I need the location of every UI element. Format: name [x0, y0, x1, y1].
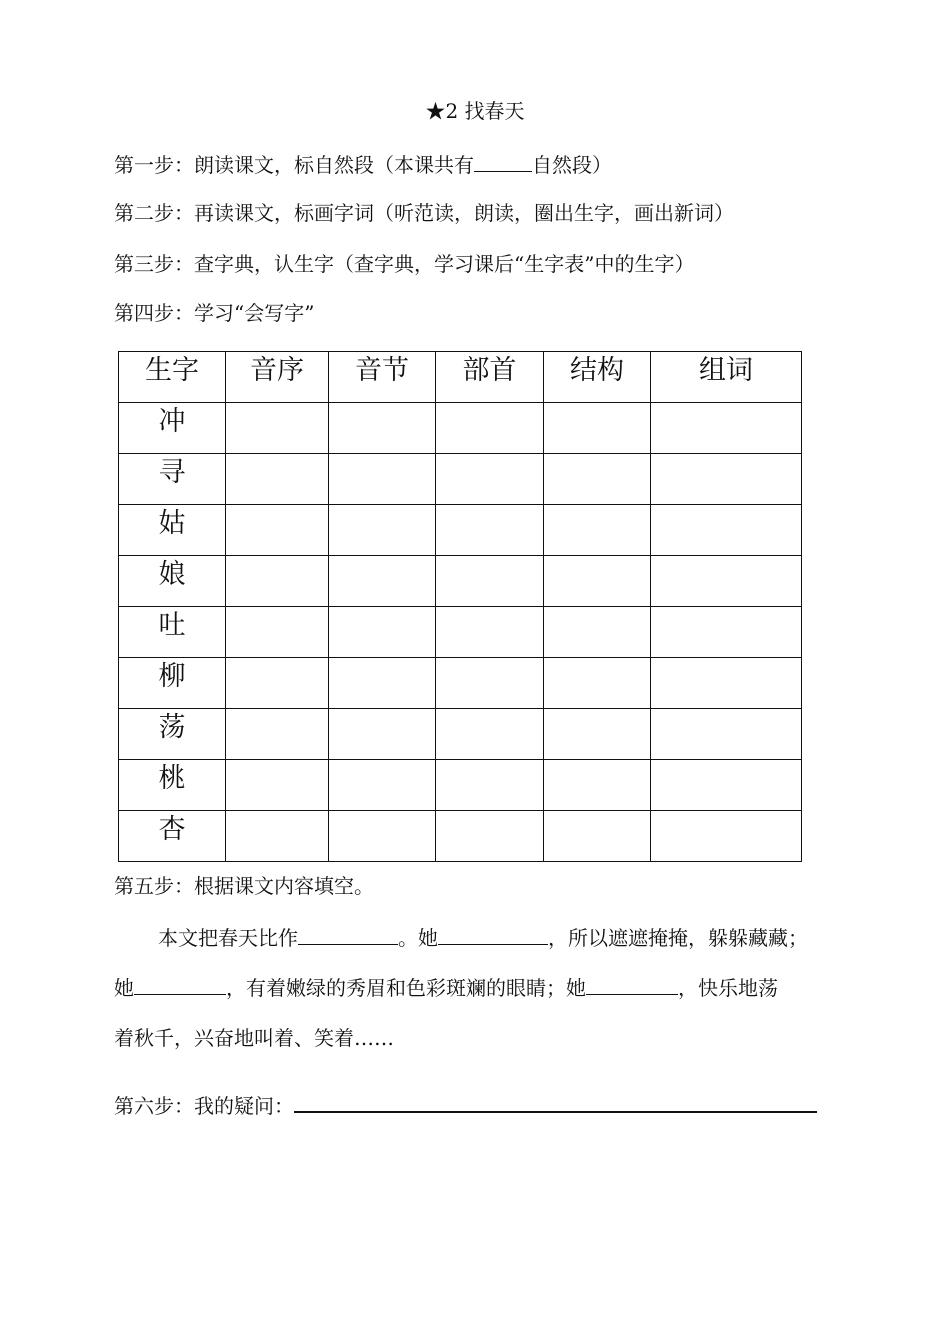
character-cell: 桃 — [119, 760, 226, 811]
fill-paragraph-line-2 — [114, 972, 778, 1002]
answer-cell[interactable] — [436, 505, 544, 556]
answer-cell[interactable] — [226, 454, 329, 505]
answer-cell[interactable] — [436, 760, 544, 811]
answer-cell[interactable] — [226, 760, 329, 811]
answer-cell[interactable] — [226, 811, 329, 862]
answer-cell[interactable] — [226, 658, 329, 709]
answer-cell[interactable] — [226, 607, 329, 658]
step-4: 第四步：学习“会写字” — [114, 301, 315, 325]
fill-text: 她 — [114, 976, 134, 1000]
table-row — [119, 556, 802, 607]
character-cell: 吐 — [119, 607, 226, 658]
fill-blank[interactable] — [134, 972, 226, 995]
answer-cell[interactable] — [329, 403, 436, 454]
answer-cell[interactable] — [436, 811, 544, 862]
vocabulary-table — [118, 351, 802, 862]
table-row — [119, 709, 802, 760]
fill-paragraph-line-1 — [158, 922, 808, 952]
step-3: 第三步：查字典，认生字（查字典，学习课后“生字表”中的生字） — [114, 252, 695, 276]
header-cell: 部首 — [436, 352, 544, 403]
step-1-suffix: 自然段） — [532, 153, 612, 177]
answer-cell[interactable] — [544, 607, 651, 658]
table-row — [119, 760, 802, 811]
answer-cell[interactable] — [329, 709, 436, 760]
page-title: ★2 找春天 — [425, 99, 525, 123]
answer-cell[interactable] — [651, 760, 802, 811]
character-cell: 姑 — [119, 505, 226, 556]
step-2: 第二步：再读课文，标画字词（听范读，朗读，圈出生字，画出新词） — [114, 201, 734, 225]
answer-cell[interactable] — [329, 658, 436, 709]
answer-cell[interactable] — [329, 505, 436, 556]
answer-cell[interactable] — [544, 709, 651, 760]
answer-cell[interactable] — [651, 811, 802, 862]
table-row — [119, 505, 802, 556]
answer-cell[interactable] — [329, 811, 436, 862]
fill-blank[interactable] — [586, 972, 678, 995]
character-cell: 寻 — [119, 454, 226, 505]
answer-cell[interactable] — [544, 403, 651, 454]
character-cell: 柳 — [119, 658, 226, 709]
answer-cell[interactable] — [436, 403, 544, 454]
answer-cell[interactable] — [329, 760, 436, 811]
header-cell: 音节 — [329, 352, 436, 403]
answer-cell[interactable] — [651, 556, 802, 607]
answer-cell[interactable] — [329, 454, 436, 505]
answer-cell[interactable] — [651, 505, 802, 556]
paragraph-count-blank[interactable] — [474, 149, 532, 172]
table-row — [119, 658, 802, 709]
answer-cell[interactable] — [651, 454, 802, 505]
header-cell: 音序 — [226, 352, 329, 403]
answer-cell[interactable] — [544, 556, 651, 607]
table-row — [119, 607, 802, 658]
answer-cell[interactable] — [651, 403, 802, 454]
fill-blank[interactable] — [438, 922, 548, 945]
answer-cell[interactable] — [226, 403, 329, 454]
answer-cell[interactable] — [436, 709, 544, 760]
step-1-text: 第一步：朗读课文，标自然段（本课共有 — [114, 153, 474, 177]
answer-cell[interactable] — [226, 709, 329, 760]
answer-cell[interactable] — [651, 658, 802, 709]
answer-cell[interactable] — [226, 556, 329, 607]
answer-cell[interactable] — [544, 454, 651, 505]
fill-paragraph-line-3: 着秋千，兴奋地叫着、笑着…… — [114, 1026, 394, 1050]
character-cell: 冲 — [119, 403, 226, 454]
answer-cell[interactable] — [651, 607, 802, 658]
step-6 — [114, 1087, 817, 1120]
fill-text: ，有着嫩绿的秀眉和色彩斑斓的眼睛；她 — [226, 976, 586, 1000]
answer-cell[interactable] — [651, 709, 802, 760]
fill-text: 本文把春天比作 — [158, 926, 298, 950]
answer-cell[interactable] — [329, 607, 436, 658]
fill-text: 。她 — [398, 926, 438, 950]
fill-blank[interactable] — [298, 922, 398, 945]
step-5: 第五步：根据课文内容填空。 — [114, 874, 374, 898]
fill-text: ，快乐地荡 — [678, 976, 778, 1000]
character-cell: 杏 — [119, 811, 226, 862]
answer-cell[interactable] — [226, 505, 329, 556]
answer-cell[interactable] — [544, 505, 651, 556]
answer-cell[interactable] — [544, 760, 651, 811]
table-row — [119, 403, 802, 454]
answer-cell[interactable] — [436, 658, 544, 709]
step-6-text: 第六步：我的疑问： — [114, 1094, 294, 1118]
step-1 — [114, 149, 612, 179]
character-cell: 荡 — [119, 709, 226, 760]
header-cell: 生字 — [119, 352, 226, 403]
answer-cell[interactable] — [436, 556, 544, 607]
table-row — [119, 811, 802, 862]
header-cell: 结构 — [544, 352, 651, 403]
fill-text: ，所以遮遮掩掩，躲躲藏藏； — [548, 926, 808, 950]
answer-cell[interactable] — [544, 658, 651, 709]
answer-cell[interactable] — [436, 454, 544, 505]
character-cell: 娘 — [119, 556, 226, 607]
answer-cell[interactable] — [436, 607, 544, 658]
answer-cell[interactable] — [329, 556, 436, 607]
question-answer-line[interactable] — [294, 1087, 817, 1113]
answer-cell[interactable] — [544, 811, 651, 862]
header-cell: 组词 — [651, 352, 802, 403]
table-header-row — [119, 352, 802, 403]
table-row — [119, 454, 802, 505]
